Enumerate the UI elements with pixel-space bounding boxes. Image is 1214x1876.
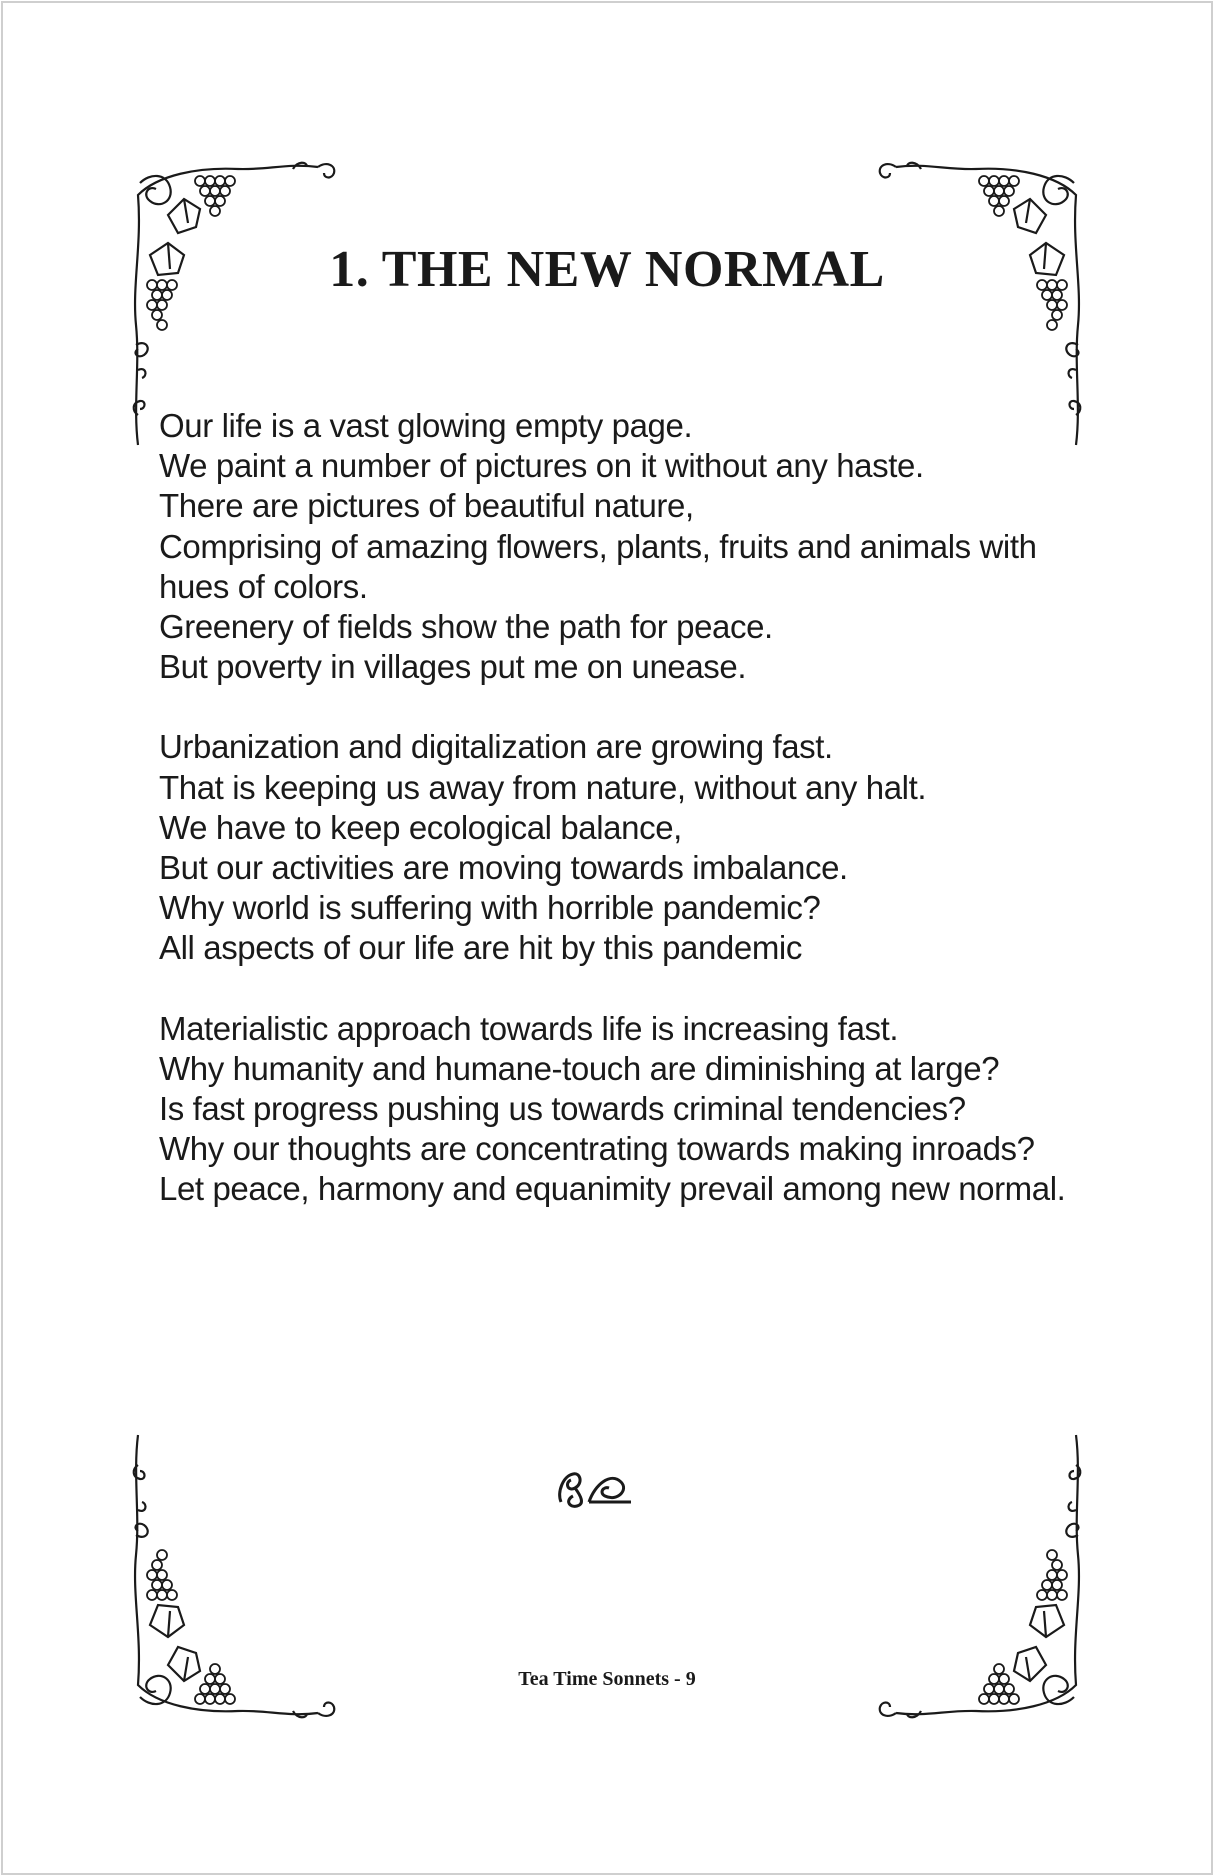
poem-line: Our life is a vast glowing empty page. [159,407,693,444]
poem-body [159,406,1077,1250]
poem-line: Let peace, harmony and equanimity prevail among new normal. [159,1170,1066,1208]
poem-line: But poverty in villages put me on unease. [159,648,747,686]
poem-line: Why humanity and humane-touch are diminishing at large? [159,1049,1000,1087]
poem-line: Materialistic approach towards life is increasing fast. [159,1009,899,1047]
poem-line: We have to keep ecological balance, [159,808,682,846]
poem-line: Why our thoughts are concentrating towards making inroads? [159,1130,1035,1168]
page-footer: Tea Time Sonnets - 9 [518,1668,696,1690]
poem-line: Why world is suffering with horrible pandemic? [159,889,821,927]
poem-line: We paint a number of pictures on it without any haste. [159,447,924,485]
stanza-3 [159,1009,1077,1210]
poem-line: All aspects of our life are hit by this pandemic [159,929,802,967]
poem-line: Greenery of fields show the path for peace. [159,608,773,646]
stanza-2 [159,727,1077,968]
poem-line: There are pictures of beautiful nature, [159,487,694,525]
poem-line: Comprising of amazing flowers, plants, fruits and animals with hues of colors. [159,527,1037,605]
poem-line: But our activities are moving towards imbalance. [159,849,848,887]
flourish-icon [555,1462,635,1512]
poem-line: Is fast progress pushing us towards criminal tendencies? [159,1090,966,1128]
page-title: 1. THE NEW NORMAL [329,241,885,298]
poem-line: That is keeping us away from nature, without any halt. [159,768,927,806]
poem-line: Urbanization and digitalization are growing fast. [159,728,833,766]
stanza-1 [159,406,1077,687]
